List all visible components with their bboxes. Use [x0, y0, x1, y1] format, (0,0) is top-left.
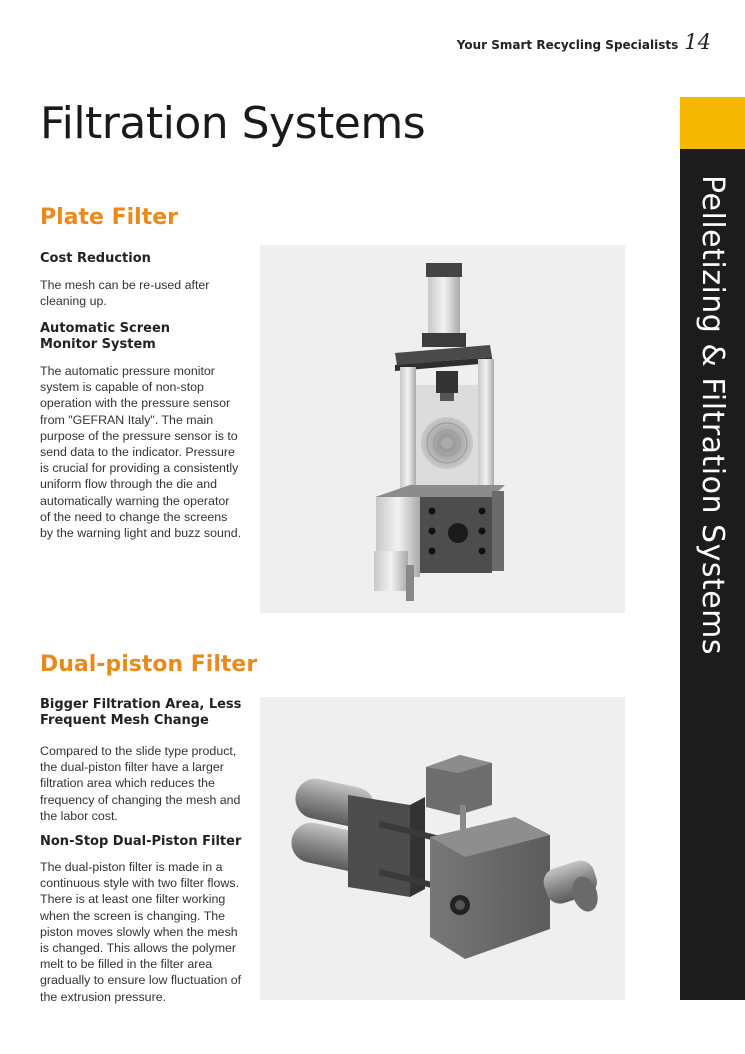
page-header: [457, 30, 711, 54]
side-tab-accent: [680, 97, 745, 149]
plate-filter-heading: Plate Filter: [40, 205, 179, 230]
page-title: Filtration Systems: [40, 98, 426, 149]
plate-filter-photo: [260, 245, 625, 613]
side-tab: [680, 149, 745, 1000]
dual-piston-photo: [260, 697, 625, 1000]
non-stop-title: Non-Stop Dual-Piston Filter: [40, 834, 242, 849]
plate-filter-illustration: [260, 245, 625, 613]
dual-piston-heading: Dual-piston Filter: [40, 652, 258, 677]
non-stop-text: The dual-piston filter is made in a continuous style with two filter flows. There is at least one filter working when the screen is changing. The piston moves slowly when the mesh is changed. This allows the polymer melt to be filled in the filter area gradually to ensure low fluctuation of the extrusion pressure.: [40, 860, 242, 1004]
side-tab-label: Pelletizing & Filtration Systems: [695, 175, 730, 656]
header-tagline: Your Smart Recycling Specialists: [456, 38, 679, 52]
screen-monitor-title: Automatic Screen Monitor System: [40, 321, 171, 352]
screen-monitor-text: The automatic pressure monitor system is capable of non-stop operation with the pressure sensor from "GEFRAN Italy". The main purpose of the pressure sensor is to send data to the indicator. Pressure is crucial for providing a consistently uniform flow through the die and automatically warning the operator of the need to change the screens by the warning light and buzz sound.: [40, 364, 242, 541]
cost-reduction-text: The mesh can be re-used after cleaning up.: [40, 278, 210, 309]
cost-reduction-title: Cost Reduction: [40, 251, 151, 266]
bigger-area-text: Compared to the slide type product, the dual-piston filter have a larger filtration area which reduces the frequency of changing the mesh and the labor cost.: [40, 744, 241, 823]
page-number: 14: [684, 30, 711, 54]
bigger-area-title: Bigger Filtration Area, Less Frequent Mesh Change: [40, 697, 242, 728]
dual-piston-illustration: [260, 697, 625, 1000]
